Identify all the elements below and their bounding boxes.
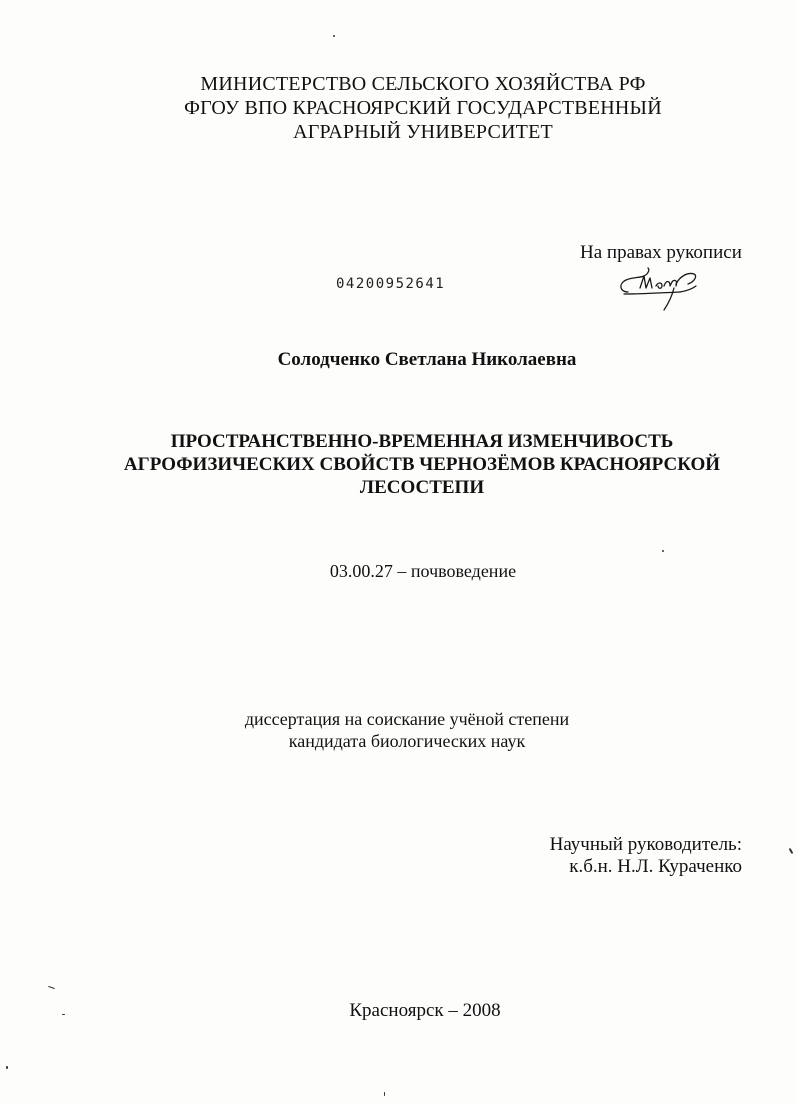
scan-speck [48,986,55,989]
scan-speck [789,848,794,854]
author-name-text: Солодченко Светлана Николаевна [277,349,577,370]
supervisor-label: Научный руководитель: [549,834,742,855]
handwritten-signature-icon [610,262,710,314]
scan-speck [662,550,664,552]
ministry-line: МИНИСТЕРСТВО СЕЛЬСКОГО ХОЗЯЙСТВА РФ [200,73,646,95]
specialty-text: 03.00.27 – почвоведение [329,561,517,581]
scientific-supervisor [550,834,742,878]
library-number-stamp: 04200952641 [336,276,446,292]
university-line-continued: АГРАРНЫЙ УНИВЕРСИТЕТ [293,121,553,143]
city-and-year [0,1000,796,1022]
scan-speck [62,1014,65,1015]
city-year-text: Красноярск – 2008 [349,1000,501,1021]
ministry-header [0,72,796,144]
title-line: ЛЕСОСТЕПИ [359,477,485,498]
manuscript-rights-note: На правах рукописи [580,242,742,263]
author-name [0,348,796,372]
degree-line: кандидата биологических наук [288,731,526,751]
dissertation-title [0,430,796,499]
degree-statement [0,708,796,752]
specialty-code [0,560,796,582]
title-line: ПРОСТРАНСТВЕННО-ВРЕМЕННАЯ ИЗМЕНЧИВОСТЬ [170,431,674,452]
degree-line: диссертация на соискание учёной степени [244,709,570,729]
scan-speck [6,1066,8,1069]
scan-speck [333,35,335,37]
scan-speck [384,1092,385,1096]
title-line: АГРОФИЗИЧЕСКИХ СВОЙСТВ ЧЕРНОЗЁМОВ КРАСНОЯРСКОЙ [123,454,721,475]
supervisor-name: к.б.н. Н.Л. Кураченко [569,856,742,877]
university-line: ФГОУ ВПО КРАСНОЯРСКИЙ ГОСУДАРСТВЕННЫЙ [184,97,662,119]
